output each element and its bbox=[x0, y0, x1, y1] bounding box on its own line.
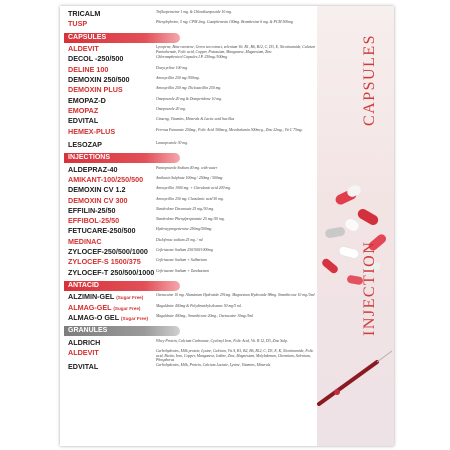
product-name-text: EMOPAZ-D bbox=[68, 95, 106, 105]
product-row bbox=[64, 226, 316, 236]
section-header-text: GRANULES bbox=[68, 327, 108, 335]
product-composition: Amoxycillin 250 mg. Dicloxacillin 250 mg. bbox=[156, 86, 222, 91]
product-row bbox=[64, 185, 316, 195]
capsules-syringe-photo bbox=[317, 6, 394, 446]
product-name-text: DEMOXIN CV 1.2 bbox=[68, 185, 126, 195]
product-composition: Doxycycline 100 mg. bbox=[156, 65, 188, 70]
product-row bbox=[64, 9, 316, 19]
product-name bbox=[68, 106, 98, 116]
product-row bbox=[64, 292, 316, 302]
product-name-text: ALDEVIT bbox=[68, 348, 99, 358]
sugar-free-tag: (Sugar Free) bbox=[113, 305, 141, 311]
section-header-text: INJECTIONS bbox=[68, 154, 111, 162]
product-name bbox=[68, 338, 100, 348]
product-row bbox=[64, 362, 316, 372]
product-name-text: DEMOXIN PLUS bbox=[68, 85, 123, 95]
product-name bbox=[68, 226, 136, 236]
product-composition: Carbohydrates, Milk, Protein, Calcium Lactate, Lysine, Vitamins, Minerals bbox=[156, 363, 271, 368]
product-row bbox=[64, 44, 316, 54]
product-row bbox=[64, 313, 316, 323]
section-header-text: CAPSULES bbox=[68, 33, 107, 41]
product-composition: Amoxycillin 250 mg./500mg. bbox=[156, 76, 200, 80]
product-row bbox=[64, 175, 316, 185]
product-row bbox=[64, 54, 316, 64]
section-header-injections bbox=[64, 153, 180, 163]
product-composition: Omeprazole 20 mg & Domperidone 10 mg. bbox=[156, 96, 222, 101]
product-composition: Amikacin Sulphate 100mg / 250mg / 500mg bbox=[156, 175, 223, 180]
product-name-text: ALDEPRAZ-40 bbox=[68, 164, 118, 174]
product-name bbox=[68, 268, 154, 278]
product-composition: Trifluoperazine 1 mg. & Chlordiazepoxide 10 mg. bbox=[156, 10, 232, 14]
catalog-page bbox=[60, 6, 394, 446]
product-name-text: HEMEX-PLUS bbox=[68, 126, 116, 136]
product-composition: Pantoprazole Sodium 40 mg. with water bbox=[156, 165, 218, 170]
product-composition: Ferrous Fumarate 250mg., Folic Acid 300mcg, Mecobalamin 500mcg., Zinc 22mg., Vit C 75mg. bbox=[156, 127, 303, 132]
product-composition: Whey Protein, Calcium Carbonate, Cyclonyl Iron, Folic Acid, Vit. B 12, D3, Zinc Sulp. bbox=[156, 338, 288, 343]
product-name-text: EFFIBOL-25/50 bbox=[68, 216, 120, 226]
sugar-free-tag: (Sugar Free) bbox=[120, 316, 149, 321]
product-composition: Lansoprazole 30 mg. bbox=[156, 140, 188, 145]
section-header-capsules bbox=[64, 33, 180, 43]
product-composition: Ceftriaxone Sodium + Sulbactam bbox=[156, 258, 207, 263]
capsules-vertical-label: CAPSULES bbox=[361, 33, 378, 126]
product-name bbox=[68, 165, 118, 175]
product-name bbox=[68, 175, 143, 185]
product-name bbox=[68, 75, 130, 85]
product-composition: Amoxycillin 1000 mg. + Clavulanic acid 200 mg. bbox=[156, 186, 232, 191]
product-name bbox=[68, 196, 128, 206]
product-row bbox=[64, 237, 316, 247]
product-row bbox=[64, 216, 316, 226]
product-name-text: ZYLOCEF-T 250/500/1000 bbox=[68, 267, 155, 277]
product-name bbox=[68, 85, 123, 95]
product-name bbox=[68, 185, 126, 195]
section-header-granules bbox=[64, 326, 180, 336]
product-composition: Magaldrate 400mg & Polydimethylsiloxane 50 mg/5 ml. bbox=[156, 303, 242, 308]
product-composition: Diclofenac sodium 25 mg. / ml bbox=[156, 237, 203, 242]
product-composition: Hydroxyprogesterone 250mg/500mg bbox=[156, 227, 212, 232]
product-name-text: TUSP bbox=[68, 19, 88, 29]
product-name bbox=[68, 19, 87, 29]
product-row bbox=[64, 338, 316, 348]
product-row bbox=[64, 140, 316, 150]
product-name-text: ALMAG-GEL bbox=[68, 302, 112, 312]
product-name bbox=[68, 54, 123, 64]
product-row bbox=[64, 257, 316, 267]
product-row bbox=[64, 196, 316, 206]
product-name-text: EFFILIN-25/50 bbox=[68, 205, 116, 215]
product-name bbox=[68, 206, 116, 216]
product-name bbox=[68, 44, 99, 54]
product-name-text: ALDRICH bbox=[68, 337, 101, 347]
product-composition: Ginseng, Vitamins, Minerals & Lactic acid bacillus bbox=[156, 117, 235, 122]
product-name bbox=[68, 348, 99, 358]
product-row bbox=[64, 165, 316, 175]
product-row bbox=[64, 127, 316, 137]
syringe-icon bbox=[319, 351, 392, 404]
product-name bbox=[68, 216, 119, 226]
product-row bbox=[64, 85, 316, 95]
product-name bbox=[68, 362, 98, 372]
product-row bbox=[64, 116, 316, 126]
product-name bbox=[68, 257, 141, 267]
product-row bbox=[64, 206, 316, 216]
product-name-text: TRICALM bbox=[68, 9, 101, 18]
product-name-text: EDVITAL bbox=[68, 362, 99, 372]
injection-vertical-label: INJECTION bbox=[361, 240, 378, 336]
product-row bbox=[64, 268, 316, 278]
product-name-text: ALDEVIT bbox=[68, 44, 99, 54]
product-row bbox=[64, 19, 316, 29]
product-composition: Carbohydrates, Milk protein, Lysine, Calcium, Vit A, B1, B2, B6, B12, C, D3, E, K, Nicotinamide, Folic acid, Biotin, Iron, Copper, Manganese, Iodine, Zinc, Magnesium, Molybdenum, Chromium, Selenium, Phosphorus bbox=[156, 349, 314, 363]
product-name-text: DECOL -250/500 bbox=[68, 54, 124, 64]
product-composition: Magaldrate 400mg., Simethicone 20mg., Oxetacaine 10mg./5ml bbox=[156, 314, 254, 318]
product-name bbox=[68, 65, 108, 75]
product-name bbox=[68, 237, 102, 247]
product-name-text: DEMOXIN 250/500 bbox=[68, 75, 130, 84]
product-composition: Ceftriaxone Sodium 250/500/1000mg bbox=[156, 248, 213, 252]
product-name bbox=[68, 127, 115, 137]
product-name bbox=[68, 9, 100, 19]
product-row bbox=[64, 348, 316, 363]
product-composition: Chloramphenicol Capsules I.P. 250mg./500mg. bbox=[156, 55, 228, 60]
product-name bbox=[68, 140, 102, 150]
product-name-text: DELINE 100 bbox=[68, 64, 109, 74]
product-name-text: ZYLOCEF-S 1500/375 bbox=[68, 257, 141, 267]
product-name bbox=[68, 116, 98, 126]
product-name-text: FETUCARE-250/500 bbox=[68, 226, 136, 236]
section-header-text: ANTACID bbox=[68, 281, 99, 289]
product-name-text: LESOZAP bbox=[68, 139, 102, 149]
product-composition: Omeprazole 20 mg. bbox=[156, 106, 186, 111]
product-composition: Nandrolone Phenylpropionate 25 mg./50 mg. bbox=[156, 217, 225, 222]
product-composition: Amoxycillin 250 mg. Clavulanic acid 50 mg. bbox=[156, 196, 224, 201]
product-name bbox=[68, 96, 106, 106]
product-composition: Ceftriaxone Sodium + Tazobactam bbox=[156, 268, 209, 273]
product-name bbox=[68, 247, 148, 257]
product-composition: Nandrolone Decanoate 25 mg./50 mg. bbox=[156, 206, 215, 211]
section-header-antacid bbox=[64, 281, 180, 291]
product-name-text: ZYLOCEF-250/500/1000 bbox=[68, 247, 148, 256]
product-name bbox=[68, 313, 148, 324]
product-composition: Lycopene, Beta-carotene, Green tea extract, selenium Vit. B1, B6, B12, C, D3, E, Nicotinamide, Calcium Pantothenate, Folic acid, Copper, Potassium, Manganese, Magnesium, Zinc bbox=[156, 45, 316, 54]
product-composition: Phenylephrine, 5 mg. CPM 2mg. Guaiphenesin 100mg. Bromhexine 6 mg. & PCM 500mg bbox=[156, 20, 293, 25]
product-name-text: EDVITAL bbox=[68, 116, 99, 126]
product-row bbox=[64, 106, 316, 116]
product-name-text: DEMOXIN CV 300 bbox=[68, 195, 128, 205]
product-row bbox=[64, 65, 316, 75]
product-name-text: AMIKANT-100/250/500 bbox=[68, 174, 144, 184]
product-row bbox=[64, 75, 316, 85]
product-row bbox=[64, 247, 316, 257]
product-row bbox=[64, 303, 316, 313]
product-composition: Oxetacaine 10 mg. Aluminium Hydroxide 291mg. Magnesium Hydroxide 98mg. Simethicone 10 mg./5ml bbox=[156, 293, 315, 298]
product-row bbox=[64, 96, 316, 106]
product-name-text: ALMAG-O GEL bbox=[68, 313, 119, 322]
product-name-text: EMOPAZ bbox=[68, 105, 99, 115]
side-panel bbox=[317, 6, 394, 446]
product-name-text: ALZIMIN-GEL bbox=[68, 292, 115, 302]
sugar-free-tag: (Sugar Free) bbox=[116, 295, 144, 301]
product-name-text: MEDINAC bbox=[68, 236, 102, 246]
